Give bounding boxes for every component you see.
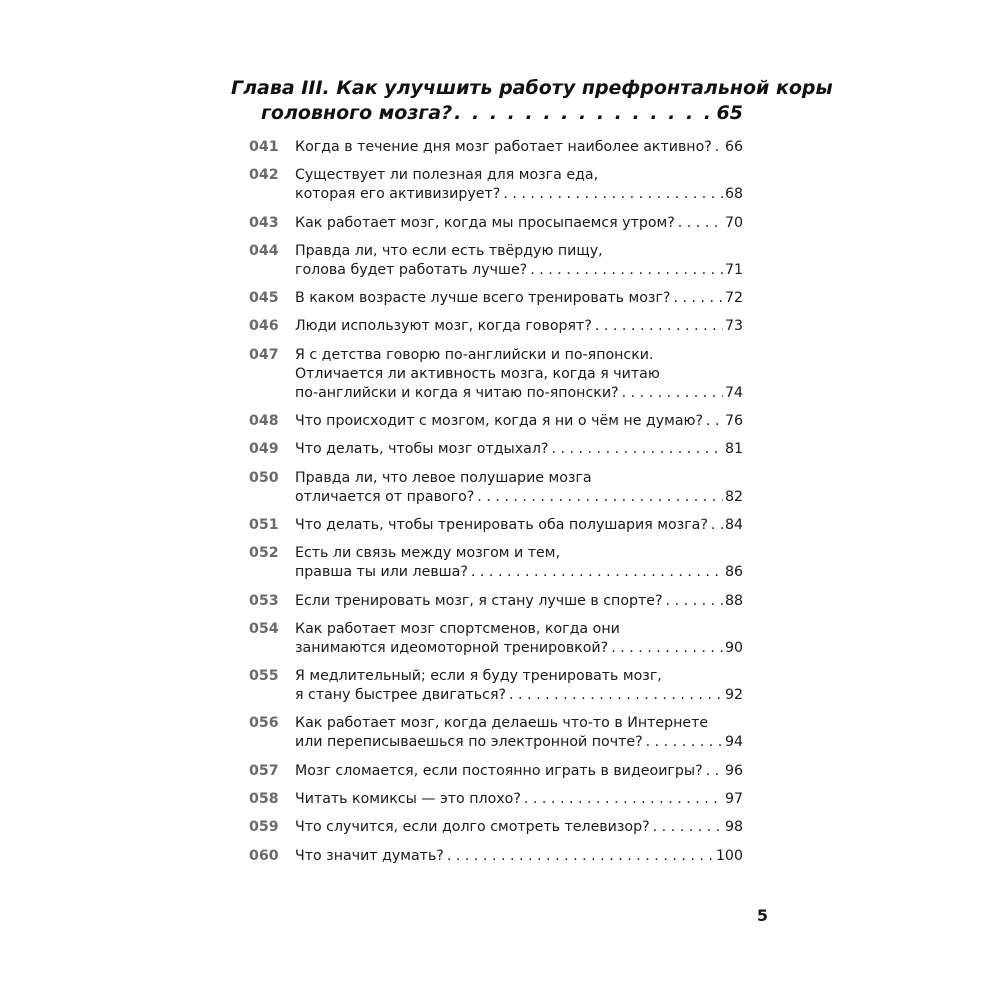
chapter-title: Глава III. Как улучшить работу префронтальной коры: [231, 77, 833, 99]
entry-page: 81: [724, 441, 743, 458]
dot-leader: [706, 762, 723, 781]
entry-title-line: Я с детства говорю по-английски и по-японски.: [295, 346, 654, 363]
entry-title-line: Что делать, чтобы мозг отдыхал?: [295, 441, 549, 458]
entry-number: 058: [249, 791, 279, 808]
dot-leader: [611, 639, 723, 658]
entry-last-line: [295, 412, 743, 431]
entry-title-line: Что случится, если долго смотреть телевизор?: [295, 819, 650, 836]
dot-leader: [503, 185, 723, 204]
entry-text: [295, 847, 743, 866]
table-of-contents: [249, 138, 743, 875]
entry-title-line: Что происходит с мозгом, когда я ни о чём не думаю?: [295, 413, 704, 430]
entry-number: 047: [249, 346, 279, 363]
entry-text: [295, 317, 743, 336]
entry-title-line: Что значит думать?: [295, 847, 444, 864]
entry-last-line: [295, 317, 743, 336]
entry-title-line: Я медлительный; если я буду тренировать мозг,: [295, 668, 662, 685]
entry-title-line: Отличается ли активность мозга, когда я читаю: [295, 365, 660, 382]
entry-text: [295, 214, 743, 233]
dot-leader: [653, 818, 723, 837]
entry-last-line: [295, 818, 743, 837]
toc-entry: [249, 790, 743, 809]
entry-title-line: Если тренировать мозг, я стану лучше в спорте?: [295, 592, 663, 609]
dot-leader: [715, 138, 723, 157]
chapter-heading: [231, 76, 833, 126]
dot-leader: [524, 790, 723, 809]
entry-page: 68: [724, 186, 743, 203]
toc-entry: [249, 762, 743, 781]
entry-last-line: [295, 384, 743, 403]
dot-leader: [447, 847, 714, 866]
entry-page: 71: [724, 261, 743, 278]
entry-last-line: [295, 733, 743, 752]
entry-title-line: Что делать, чтобы тренировать оба полушария мозга?: [295, 516, 708, 533]
entry-last-line: [295, 261, 743, 280]
entry-title-line: Существует ли полезная для мозга еда,: [295, 167, 599, 184]
entry-title-line: по-английски и когда я читаю по-японски?: [295, 384, 619, 401]
entry-text: [295, 818, 743, 837]
toc-entry: [249, 214, 743, 233]
page-number: 5: [756, 906, 768, 925]
entry-last-line: [295, 289, 743, 308]
entry-page: 70: [724, 214, 743, 231]
entry-text: [295, 138, 743, 157]
entry-number: 050: [249, 469, 279, 486]
entry-title-line: В каком возрасте лучше всего тренировать мозг?: [295, 290, 671, 307]
dot-leader: [706, 412, 723, 431]
entry-last-line: [295, 639, 743, 658]
entry-number: 046: [249, 318, 279, 335]
entry-number: 055: [249, 668, 279, 685]
entry-page: 74: [724, 384, 743, 401]
chapter-page: 65: [716, 102, 743, 124]
entry-page: 72: [724, 290, 743, 307]
entry-title-line: Как работает мозг спортсменов, когда они: [295, 620, 620, 637]
entry-page: 98: [724, 819, 743, 836]
entry-text: [295, 762, 743, 781]
dot-leader: [646, 733, 723, 752]
dot-leader: [678, 214, 723, 233]
entry-number: 044: [249, 242, 279, 259]
entry-text: [295, 440, 743, 459]
entry-last-line: [295, 214, 743, 233]
toc-entry: [249, 289, 743, 308]
entry-title-line: Как работает мозг, когда мы просыпаемся утром?: [295, 214, 675, 231]
entry-title-line: правша ты или левша?: [295, 564, 468, 581]
entry-number: 049: [249, 441, 279, 458]
entry-number: 048: [249, 413, 279, 430]
entry-page: 73: [724, 318, 743, 335]
entry-page: 86: [724, 564, 743, 581]
entry-number: 052: [249, 545, 279, 562]
dot-leader: [471, 563, 723, 582]
entry-last-line: [295, 440, 743, 459]
entry-number: 051: [249, 516, 279, 533]
entry-last-line: [295, 488, 743, 507]
entry-page: 76: [724, 413, 743, 430]
dot-leader: [530, 261, 723, 280]
entry-text: [295, 166, 743, 204]
entry-title-line: Мозг сломается, если постоянно играть в видеоигры?: [295, 762, 703, 779]
entry-title-line: или переписываешься по электронной почте?: [295, 734, 643, 751]
toc-entry: [249, 138, 743, 157]
dot-leader: [622, 384, 723, 403]
toc-entry: [249, 620, 743, 658]
toc-entry: [249, 818, 743, 837]
entry-title-line: которая его активизирует?: [295, 186, 501, 203]
entry-page: 92: [724, 687, 743, 704]
entry-title-line: Правда ли, что если есть твёрдую пищу,: [295, 242, 603, 259]
entry-title-line: Правда ли, что левое полушарие мозга: [295, 469, 592, 486]
entry-text: [295, 469, 743, 507]
entry-page: 90: [724, 639, 743, 656]
entry-title-line: Читать комиксы — это плохо?: [295, 791, 521, 808]
entry-last-line: [295, 563, 743, 582]
entry-text: [295, 516, 743, 535]
toc-entry: [249, 714, 743, 752]
entry-page: 94: [724, 734, 743, 751]
toc-entry: [249, 346, 743, 403]
toc-entry: [249, 440, 743, 459]
entry-last-line: [295, 592, 743, 611]
entry-number: 045: [249, 290, 279, 307]
entry-last-line: [295, 516, 743, 535]
dot-leader: [551, 440, 722, 459]
dot-leader: [595, 317, 723, 336]
dot-leader: [454, 101, 712, 126]
toc-entry: [249, 667, 743, 705]
entry-page: 84: [724, 516, 743, 533]
entry-title-line: занимаются идеомоторной тренировкой?: [295, 639, 609, 656]
entry-number: 042: [249, 167, 279, 184]
dot-leader: [666, 592, 723, 611]
dot-leader: [477, 488, 723, 507]
entry-page: 97: [724, 791, 743, 808]
entry-text: [295, 346, 743, 403]
dot-leader: [673, 289, 722, 308]
chapter-title-continuation: [231, 101, 743, 126]
entry-text: [295, 544, 743, 582]
entry-last-line: [295, 790, 743, 809]
entry-number: 054: [249, 620, 279, 637]
toc-entry: [249, 166, 743, 204]
toc-entry: [249, 469, 743, 507]
entry-text: [295, 667, 743, 705]
entry-page: 88: [724, 592, 743, 609]
entry-text: [295, 620, 743, 658]
entry-number: 056: [249, 715, 279, 732]
entry-text: [295, 790, 743, 809]
toc-entry: [249, 412, 743, 431]
entry-title-line: Когда в течение дня мозг работает наиболее активно?: [295, 139, 712, 155]
entry-title-line: я стану быстрее двигаться?: [295, 687, 507, 704]
toc-entry: [249, 544, 743, 582]
entry-number: 059: [249, 819, 279, 836]
entry-page: 100: [715, 847, 743, 864]
entry-title-line: отличается от правого?: [295, 488, 475, 505]
entry-number: 041: [249, 139, 279, 155]
toc-entry: [249, 317, 743, 336]
entry-text: [295, 289, 743, 308]
entry-text: [295, 412, 743, 431]
dot-leader: [711, 516, 723, 535]
toc-entry: [249, 592, 743, 611]
entry-last-line: [295, 185, 743, 204]
toc-entry: [249, 242, 743, 280]
entry-last-line: [295, 762, 743, 781]
entry-number: 060: [249, 847, 279, 864]
entry-title-line: Как работает мозг, когда делаешь что-то в Интернете: [295, 715, 709, 732]
dot-leader: [509, 686, 723, 705]
entry-text: [295, 592, 743, 611]
entry-number: 053: [249, 592, 279, 609]
entry-last-line: [295, 138, 743, 157]
toc-entry: [249, 847, 743, 866]
entry-title-line: Есть ли связь между мозгом и тем,: [295, 545, 560, 562]
entry-number: 043: [249, 214, 279, 231]
toc-entry: [249, 516, 743, 535]
entry-last-line: [295, 847, 743, 866]
entry-title-line: Люди используют мозг, когда говорят?: [295, 318, 592, 335]
entry-title-line: голова будет работать лучше?: [295, 261, 528, 278]
entry-last-line: [295, 686, 743, 705]
entry-text: [295, 714, 743, 752]
entry-page: 96: [724, 762, 743, 779]
entry-page: 66: [724, 139, 743, 155]
entry-number: 057: [249, 762, 279, 779]
entry-text: [295, 242, 743, 280]
chapter-title-end: головного мозга?: [261, 102, 453, 124]
entry-page: 82: [724, 488, 743, 505]
